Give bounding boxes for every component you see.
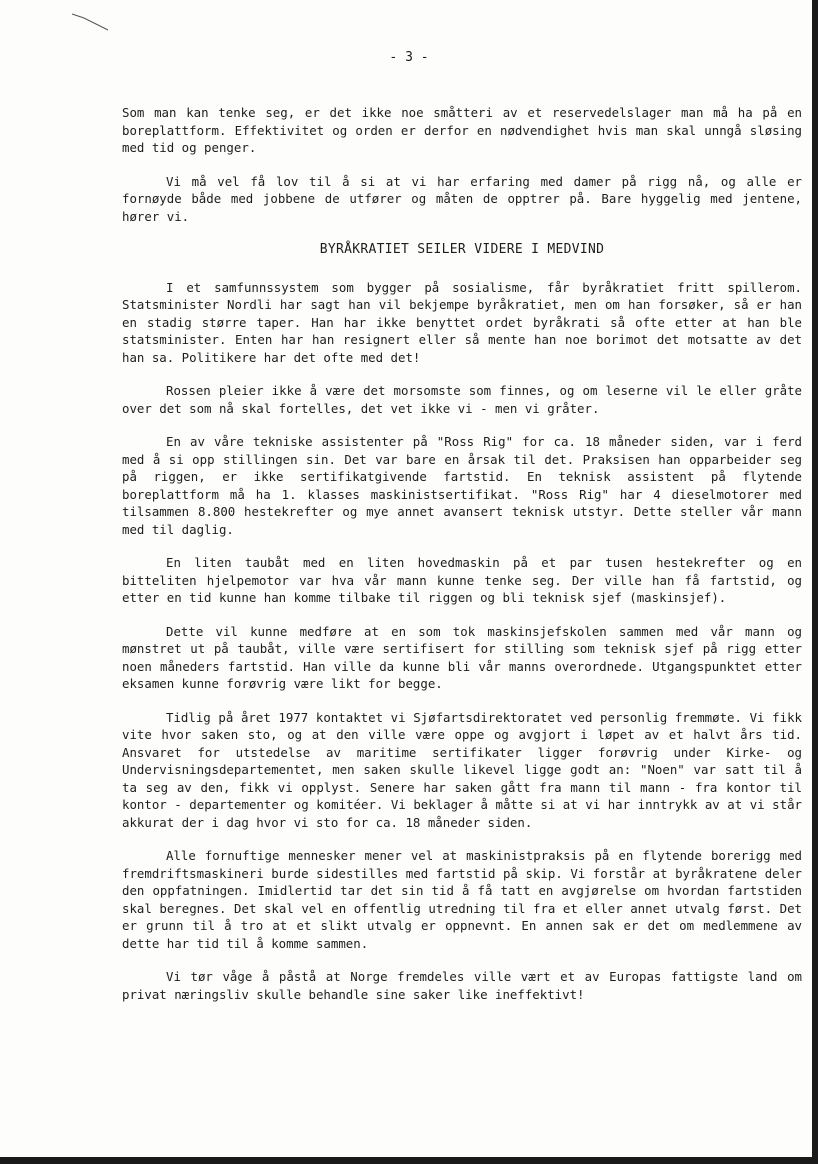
paragraph: En liten taubåt med en liten hovedmaskin på et par tusen hestekrefter og en bitteliten hjelpemotor var hva vår mann kunne tenke seg. Der ville han få fartstid, og etter en tid kunne han komme tilbake til riggen og bli teknisk sjef (maskinsjef). <box>122 555 802 605</box>
paragraph: Tidlig på året 1977 kontaktet vi Sjøfartsdirektoratet ved personlig fremmøte. Vi fikk vite hvor saken sto, og at den ville være oppe og avgjort i løpet av et halvt års tid. Ansvaret for utstedelse av maritime sertifikater ligger forøvrig under Kirke- og Undervisningsdepartementet, men saken skulle likevel ligge godt an: "Noen" var satt til å ta seg av den, fikk vi opplyst. Senere har saken gått fra mann til mann - fra kontor til kontor - departementer og komitéer. Vi beklager å måtte si at vi har inntrykk av at vi står akkurat der i dag hvor vi sto for ca. 18 måneder siden. <box>122 709 802 830</box>
page-number: - 3 - <box>389 50 429 65</box>
scan-edge-right <box>812 0 818 1164</box>
paragraph: Vi tør våge å påstå at Norge fremdeles ville vært et av Europas fattigste land om privat næringsliv skulle behandle sine saker like ineffektivt! <box>122 969 802 1002</box>
paragraph: Vi må vel få lov til å si at vi har erfaring med damer på rigg nå, og alle er fornøyde både med jobbene de utfører og måten de opptrer på. Bare hyggelig med jentene, hører vi. <box>122 173 802 224</box>
paragraph: Rossen pleier ikke å være det morsomste som finnes, og om leserne vil le eller gråte over det som nå skal fortelles, det vet ikke vi - men vi gråter. <box>122 383 802 416</box>
paragraph: Dette vil kunne medføre at en som tok maskinsjefskolen sammen med vår mann og mønstret ut på taubåt, ville være sertifisert for stilling som teknisk sjef på rigg etter noen måneders fartstid. Han ville da kunne bli vår manns overordnede. Utgangspunktet etter eksamen kunne forøvrig være likt for begge. <box>122 623 802 691</box>
scan-edge-bottom <box>0 1157 818 1164</box>
paragraph: Alle fornuftige mennesker mener vel at maskinistpraksis på en flytende borerigg med fremdriftsmaskineri burde sidestilles med fartstid på skip. Vi forstår at byråkratene deler den oppfatningen. Imidlertid tar det sin tid å få tatt en avgjørelse om hvordan fartstiden skal beregnes. Det skal vel en offentlig utredning til fra et eller annet utvalg først. Det er grunn til å tro at et slikt utvalg er oppnevnt. En annen sak er det om medlemmene av dette har tid til å komme sammen. <box>122 848 802 951</box>
section-heading: BYRÅKRATIET SEILER VIDERE I MEDVIND <box>319 242 605 257</box>
paragraph: En av våre tekniske assistenter på "Ross Rig" for ca. 18 måneder siden, var i ferd med å si opp stillingen sin. Det var bare en årsak til det. Praksisen han opparbeider seg på riggen, er ikke sertifikatgivende fartstid. En teknisk assistent på flytende boreplattform må ha 1. klasses maskinistsertifikat. "Ross Rig" har 4 dieselmotorer med tilsammen 8.800 hestekrefter og mye annet avansert teknisk utstyr. Dette steller vår mann med til daglig. <box>122 434 802 537</box>
document-body <box>122 104 802 1019</box>
paragraph: I et samfunnssystem som bygger på sosialisme, får byråkratiet fritt spillerom. Statsminister Nordli har sagt han vil bekjempe byråkratiet, men om han forsøker, så er han en stadig større taper. Han har ikke benyttet ordet byråkrati så ofte etter at han ble statsminister. Enten har han resignert eller så mente han noe borimot det motsatte av det han sa. Politikere har det ofte med det! <box>122 279 802 365</box>
paragraph: Som man kan tenke seg, er det ikke noe småtteri av et reservedelslager man må ha på en boreplattform. Effektivitet og orden er derfor en nødvendighet hvis man skal unngå sløsing med tid og penger. <box>122 105 802 155</box>
scan-mark-icon <box>70 10 110 32</box>
